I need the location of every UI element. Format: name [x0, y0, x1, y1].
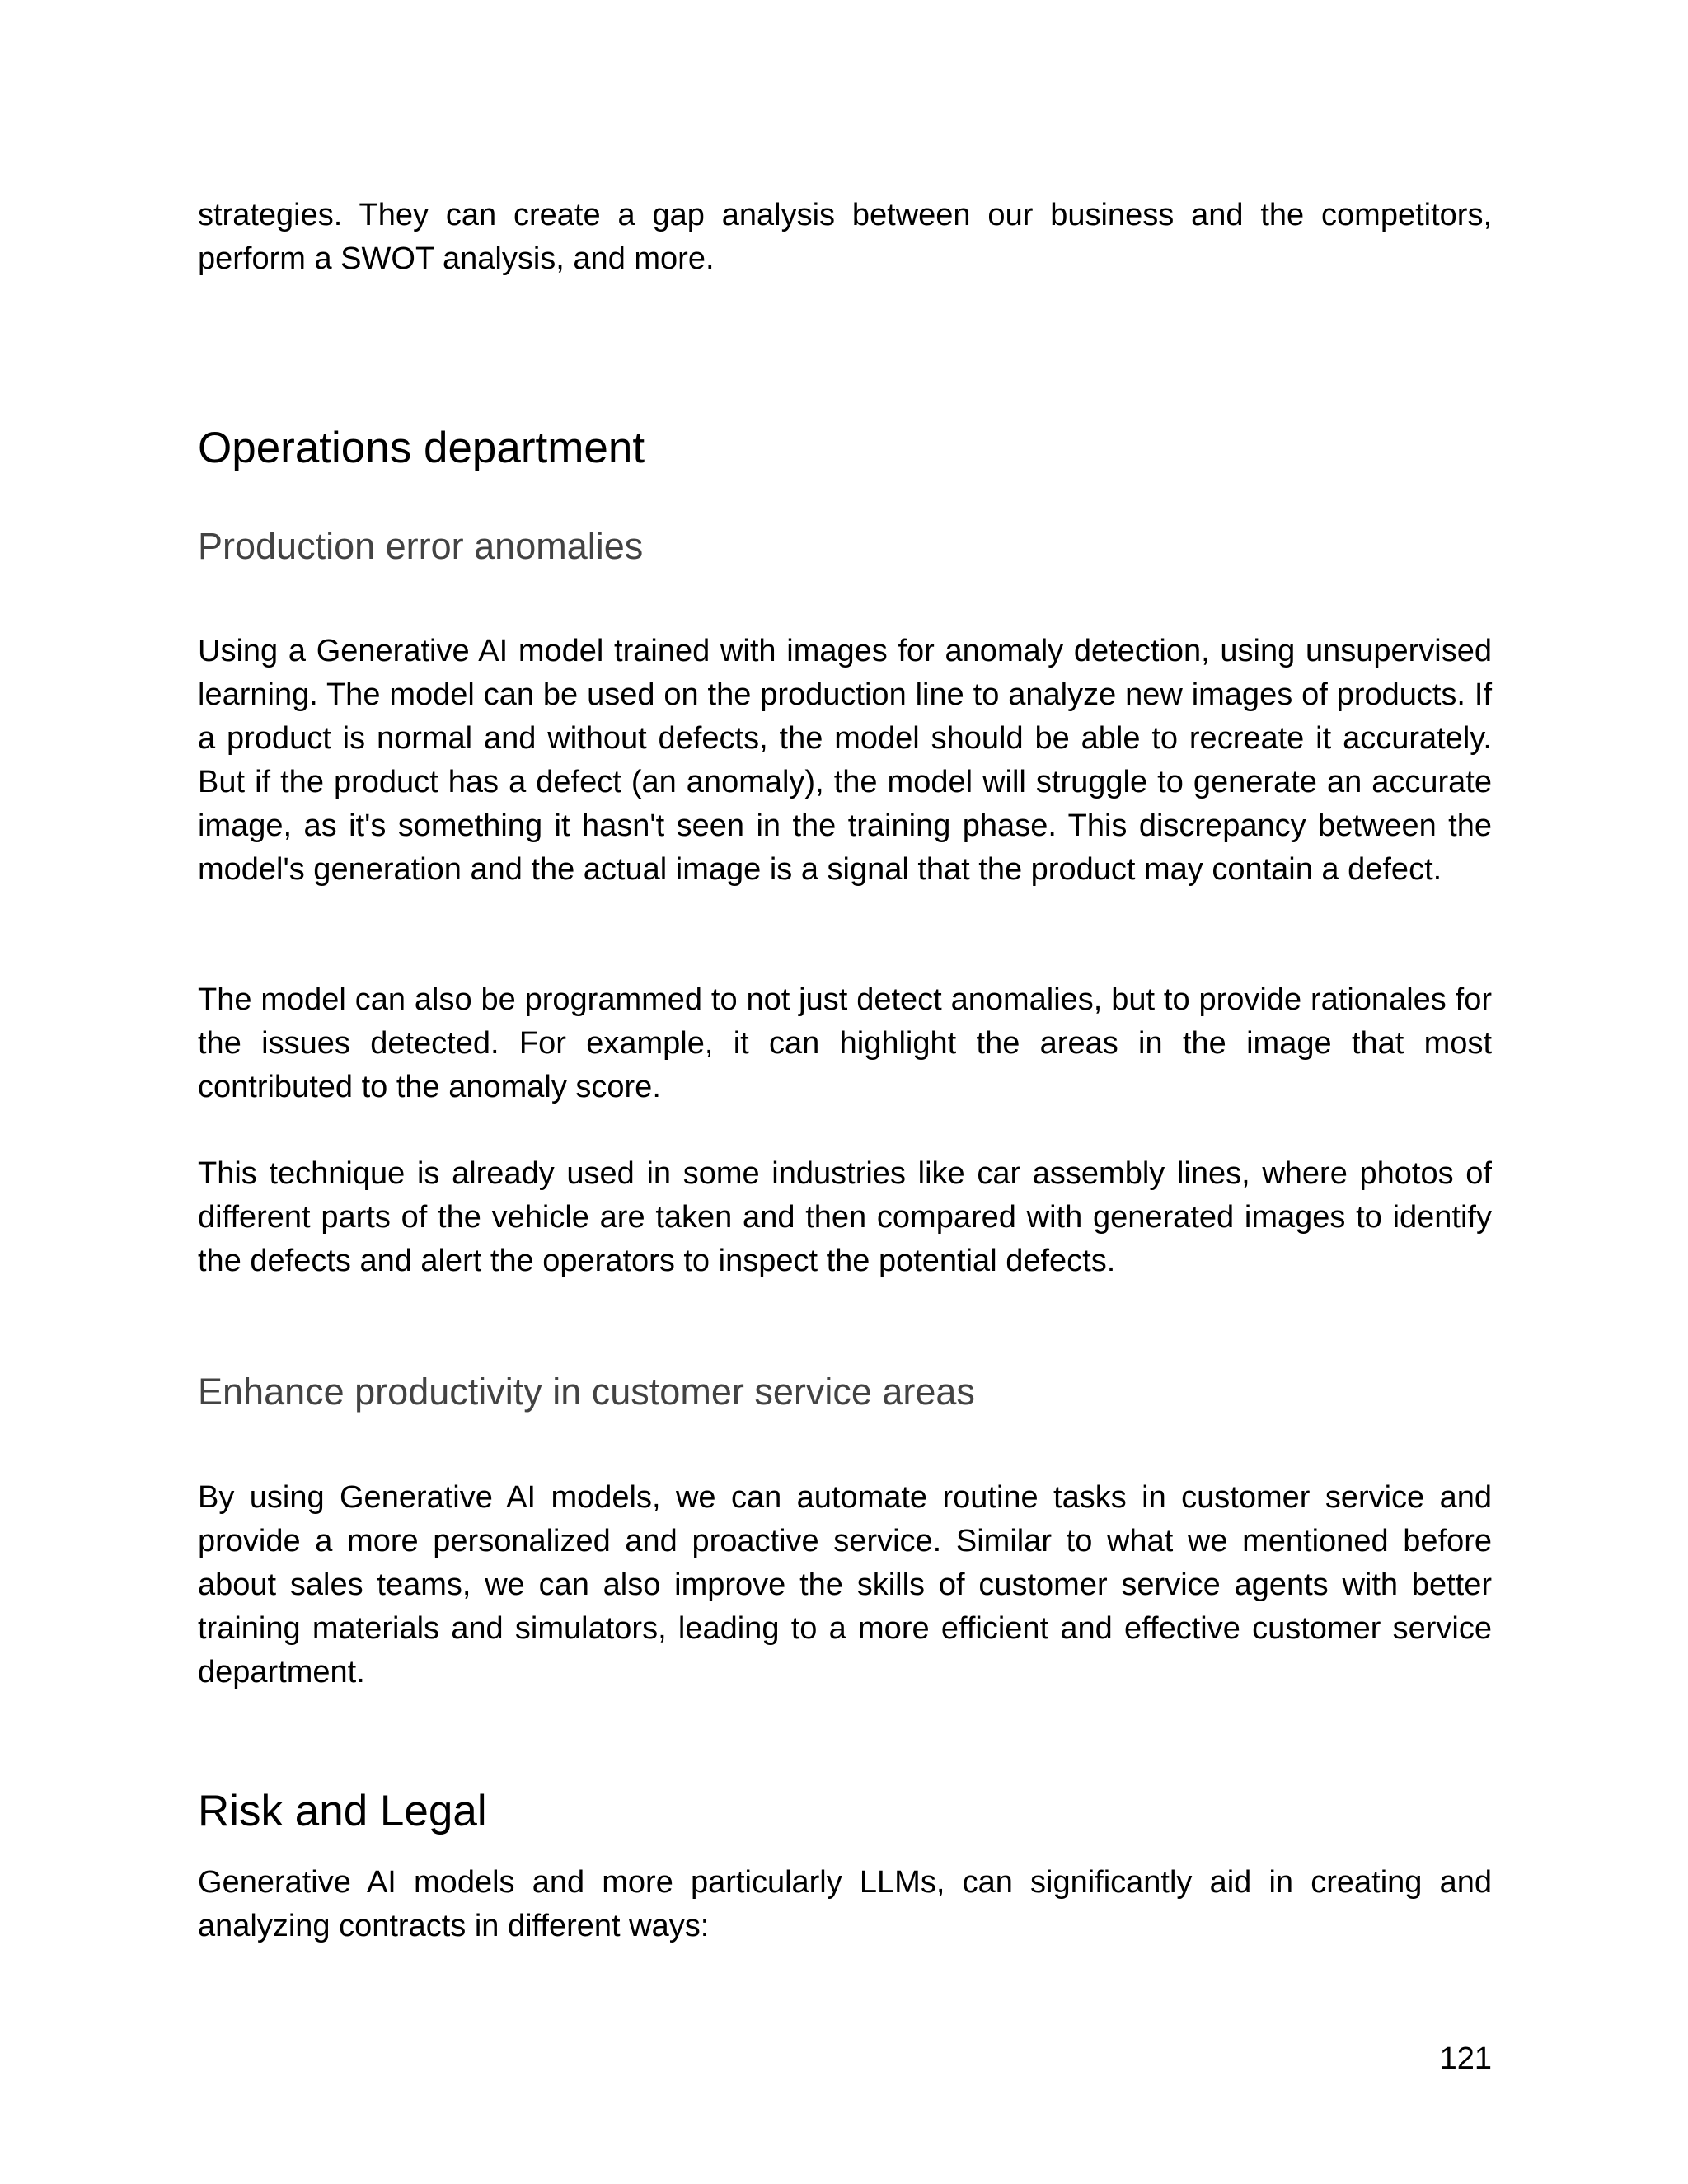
production-paragraph-2: The model can also be programmed to not just detect anomalies, but to provide rationales for the issues detected. For example, it can highlight the areas in the image that most contributed to the anomaly score. — [198, 982, 1492, 1104]
production-paragraph-1: Using a Generative AI model trained with images for anomaly detection, using unsupervised learning. The model can be used on the production line to analyze new images of products. If a product is normal and without defects, the model should be able to recreate it accurately. But if the product has a defect (an anomaly), the model will struggle to generate an accurate image, as it's something it hasn't seen in the training phase. This discrepancy between the model's generation and the actual image is a signal that the product may contain a defect. — [198, 634, 1492, 887]
risk-legal-heading: Risk and Legal — [198, 1787, 487, 1835]
production-paragraph-3: This technique is already used in some industries like car assembly lines, where photos of different parts of the vehicle are taken and then compared with generated images to identify the defects and alert the operators to inspect the potential defects. — [198, 1156, 1492, 1278]
risk-legal-paragraph: Generative AI models and more particularly LLMs, can significantly aid in creating and analyzing contracts in different ways: — [198, 1865, 1492, 1943]
page-number: 121 — [1439, 2041, 1492, 2076]
customer-service-paragraph: By using Generative AI models, we can automate routine tasks in customer service and provide a more personalized and proactive service. Similar to what we mentioned before about sales teams, we can also improve the skills of customer service agents with better training materials and simulators, leading to a more efficient and effective customer service department. — [198, 1480, 1492, 1690]
production-anomalies-heading: Production error anomalies — [198, 525, 644, 567]
intro-paragraph: strategies. They can create a gap analysis between our business and the competitors, perform a SWOT analysis, and more. — [198, 198, 1492, 276]
operations-heading: Operations department — [198, 424, 645, 472]
customer-service-heading: Enhance productivity in customer service areas — [198, 1371, 975, 1413]
